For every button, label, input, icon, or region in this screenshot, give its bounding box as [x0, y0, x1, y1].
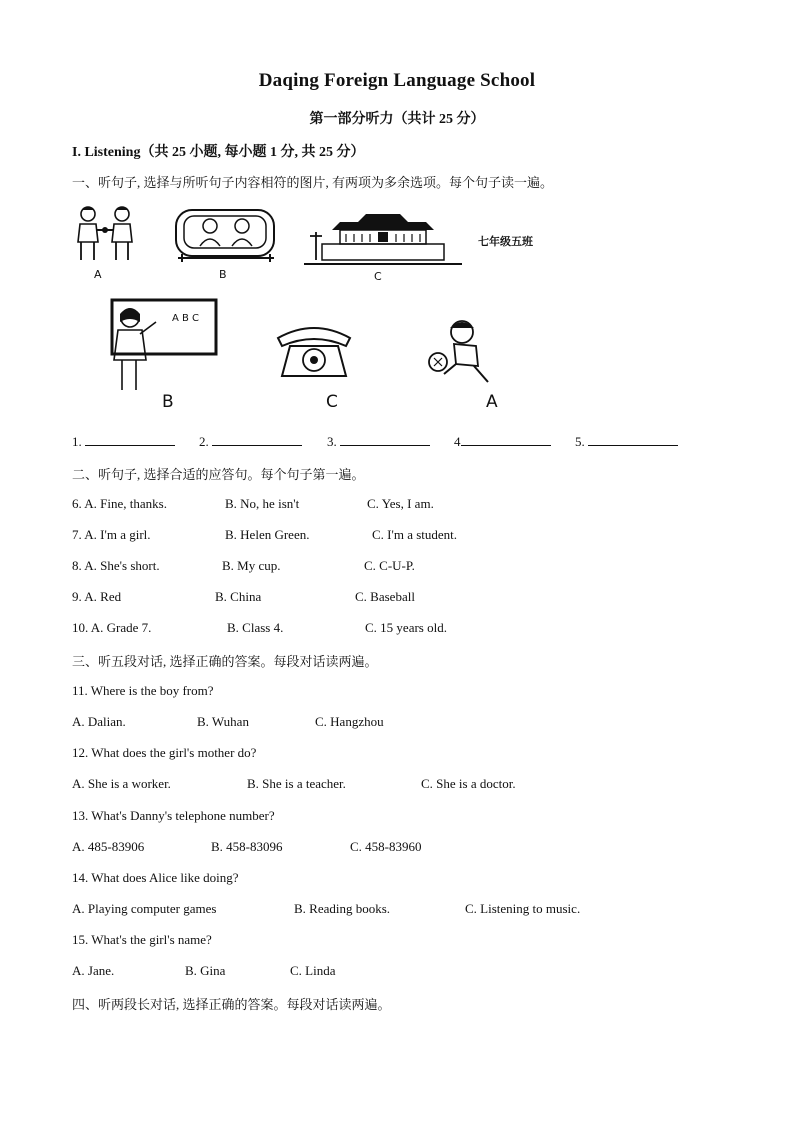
- section-heading: I. Listening（共 25 小题, 每小题 1 分, 共 25 分）: [72, 145, 365, 160]
- question-9-option-b: B. China: [215, 589, 262, 604]
- picture-label: A: [486, 392, 498, 412]
- question-14-option-a: A. Playing computer games: [72, 901, 217, 916]
- question-14-option-c: C. Listening to music.: [465, 901, 581, 916]
- question-15-option-c: C. Linda: [290, 963, 336, 978]
- question-10-option-a: 10. A. Grade 7.: [72, 620, 152, 635]
- tiananmen-icon: [302, 210, 464, 270]
- part3-instructions: 三、听五段对话, 选择正确的答案。每段对话读两遍。: [72, 654, 378, 669]
- question-8-option-a: 8. A. She's short.: [72, 558, 160, 573]
- question-7-option-b: B. Helen Green.: [225, 527, 310, 542]
- question-14-option-b: B. Reading books.: [294, 901, 391, 916]
- question-11-option-a: A. Dalian.: [72, 714, 126, 729]
- picture-label: B: [162, 392, 174, 412]
- picture-label: B: [219, 268, 227, 281]
- page-title: Daqing Foreign Language School: [258, 70, 536, 91]
- answer-blank-4[interactable]: 4: [454, 433, 551, 450]
- question-11: 11. Where is the boy from?: [72, 683, 214, 698]
- part2-instructions: 二、听句子, 选择合适的应答句。每个句子第一遍。: [72, 467, 365, 482]
- question-14: 14. What does Alice like doing?: [72, 870, 239, 885]
- boy-soccer-icon: [426, 316, 500, 390]
- question-15-option-a: A. Jane.: [72, 963, 115, 978]
- question-6-option-c: C. Yes, I am.: [367, 496, 434, 511]
- question-13: 13. What's Danny's telephone number?: [72, 808, 275, 823]
- question-8-option-b: B. My cup.: [222, 558, 281, 573]
- question-9-option-c: C. Baseball: [355, 589, 415, 604]
- answer-blank-2[interactable]: 2.: [199, 433, 302, 450]
- answer-blank-1[interactable]: 1.: [72, 433, 175, 450]
- question-13-option-b: B. 458-83096: [211, 839, 283, 854]
- question-11-option-b: B. Wuhan: [197, 714, 249, 729]
- question-6-option-a: 6. A. Fine, thanks.: [72, 496, 167, 511]
- picture-label: A: [94, 268, 102, 281]
- part4-instructions: 四、听两段长对话, 选择正确的答案。每段对话读两遍。: [72, 997, 391, 1012]
- question-12-option-a: A. She is a worker.: [72, 776, 171, 791]
- question-13-option-c: C. 458-83960: [350, 839, 422, 854]
- question-15: 15. What's the girl's name?: [72, 932, 212, 947]
- question-15-option-b: B. Gina: [185, 963, 226, 978]
- class-sign-text: 七年级五班: [478, 235, 533, 248]
- question-7-option-a: 7. A. I'm a girl.: [72, 527, 151, 542]
- picture-label: C: [374, 270, 382, 283]
- blackboard-text: A B C: [172, 313, 200, 324]
- answer-blank-5[interactable]: 5.: [575, 433, 678, 450]
- picture-label: C: [326, 392, 338, 412]
- question-8-option-c: C. C-U-P.: [364, 558, 415, 573]
- question-10-option-c: C. 15 years old.: [365, 620, 447, 635]
- question-12-option-b: B. She is a teacher.: [247, 776, 346, 791]
- teacher-blackboard-icon: [108, 296, 218, 396]
- car-passengers-icon: [172, 206, 280, 264]
- question-7-option-c: C. I'm a student.: [372, 527, 458, 542]
- answer-blank-3[interactable]: 3.: [327, 433, 430, 450]
- question-10-option-b: B. Class 4.: [227, 620, 284, 635]
- question-12: 12. What does the girl's mother do?: [72, 745, 257, 760]
- question-11-option-c: C. Hangzhou: [315, 714, 384, 729]
- question-6-option-b: B. No, he isn't: [225, 496, 300, 511]
- page-subtitle: 第一部分听力（共计 25 分）: [309, 112, 485, 127]
- part1-instructions: 一、听句子, 选择与所听句子内容相符的图片, 有两项为多余选项。每个句子读一遍。: [72, 175, 554, 190]
- question-13-option-a: A. 485-83906: [72, 839, 145, 854]
- telephone-icon: [272, 322, 356, 380]
- question-9-option-a: 9. A. Red: [72, 589, 122, 604]
- handshake-icon: [72, 202, 140, 264]
- question-12-option-c: C. She is a doctor.: [421, 776, 516, 791]
